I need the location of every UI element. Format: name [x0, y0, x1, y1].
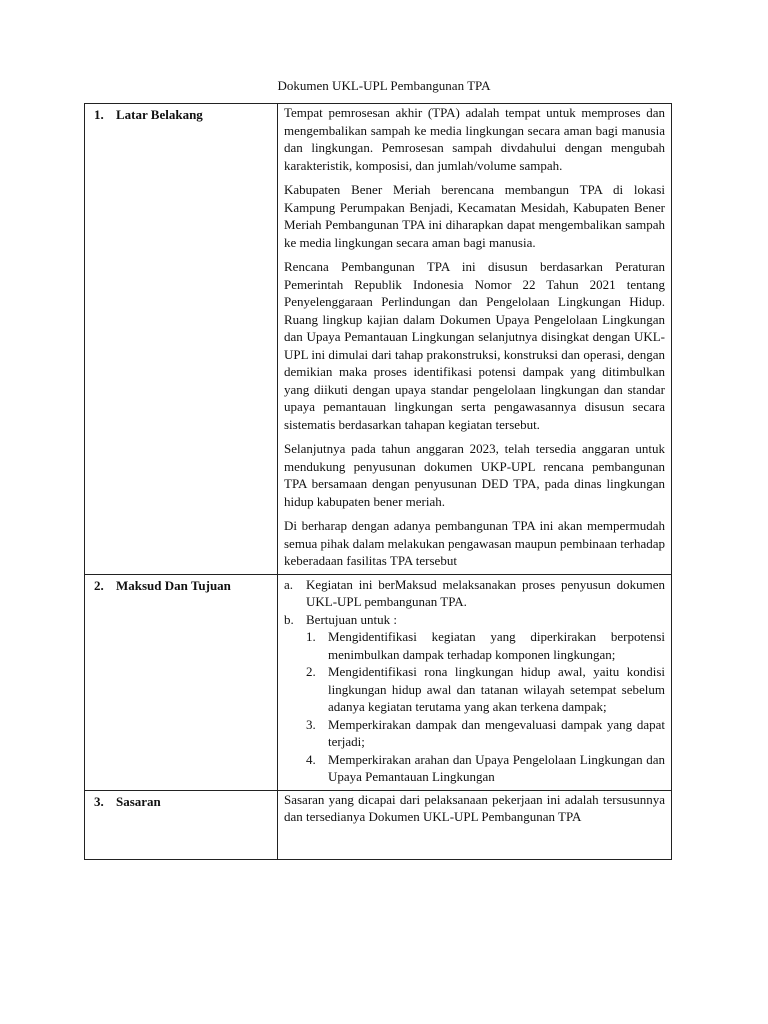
table-row-maksud-tujuan: [85, 574, 672, 790]
row-heading: Maksud Dan Tujuan: [116, 577, 231, 593]
paragraph: Di berharap dengan adanya pembangunan TPA ini akan mempermudah semua pihak dalam melakukan pengawasan maupun pembinaan terhadap keberadaan fasilitas TPA tersebut: [284, 518, 665, 568]
list-item-text: Bertujuan untuk :: [306, 611, 397, 627]
sublist-item-text: Mengidentifikasi kegiatan yang diperkirakan berpotensi menimbulkan dampak terhadap komponen lingkungan;: [328, 629, 665, 662]
list-marker: a.: [284, 576, 294, 592]
sublist-marker: 4.: [306, 751, 316, 767]
sublist-item-text: Memperkirakan arahan dan Upaya Pengelolaan Lingkungan dan Upaya Pemantauan Lingkungan: [328, 751, 665, 784]
sublist-marker: 2.: [306, 664, 316, 679]
paragraph: Kabupaten Bener Meriah berencana membangun TPA di lokasi Kampung Perumpakan Benjadi, Kecamatan Mesidah, Kabupaten Bener Meriah Pembangunan TPA ini diharapkan dapat mengembalikan sampah ke media lingkungan secara aman bagi manusia.: [284, 182, 665, 250]
list-marker: b.: [284, 611, 294, 627]
sublist-item-text: Mengidentifikasi rona lingkungan hidup awal, yaitu kondisi lingkungan hidup awal dan tatanan wilayah setempat sebelum adanya kegiatan terutama yang akan terkena dampak;: [328, 664, 665, 714]
sublist-marker: 3.: [306, 716, 316, 732]
sublist-item: [306, 628, 665, 663]
row-number: 3.: [94, 793, 104, 809]
list-item: [284, 611, 665, 786]
table-row-latar-belakang: [85, 104, 672, 575]
alpha-list: [284, 576, 665, 786]
table-row-sasaran: [85, 790, 672, 859]
sublist-item-text: Memperkirakan dampak dan mengevaluasi dampak yang dapat terjadi;: [328, 716, 665, 749]
document-title: Dokumen UKL-UPL Pembangunan TPA: [277, 78, 491, 93]
row-number: 2.: [94, 577, 104, 593]
sublist-marker: 1.: [306, 629, 316, 644]
row-label-latar-belakang: [85, 104, 278, 575]
numbered-sublist: [306, 628, 665, 786]
content-table: [84, 103, 672, 860]
row-heading: Latar Belakang: [116, 107, 203, 122]
row-label-sasaran: [85, 790, 278, 859]
sublist-item: [306, 751, 665, 786]
sublist-item: [306, 663, 665, 716]
paragraph: Rencana Pembangunan TPA ini disusun berdasarkan Peraturan Pemerintah Republik Indonesia Nomor 22 Tahun 2021 tentang Penyelenggaraan Perlindungan dan Pengelolaan Lingkungan Hidup. Ruang lingkup kajian dalam Dokumen Upaya Pengelolaan Lingkungan dan Upaya Pemantauan Lingkungan selanjutnya disingkat dengan UKL-UPL ini dimulai dari tahap prakonstruksi, konstruksi dan operasi, dengan demikian maka proses identifikasi potensi dampak yang ditimbulkan yang diikuti dengan upaya standar pengelolaan lingkungan dan standar upaya pemantauan lingkungan serta pengawasannya disusun secara sistematis berdasarkan tahapan kegiatan tersebut.: [284, 259, 665, 432]
paragraph: Tempat pemrosesan akhir (TPA) adalah tempat untuk memproses dan mengembalikan sampah ke media lingkungan secara aman bagi manusia dan lingkungan. Pemrosesan sampah divdahului dengan mengubah karakteristik, komposisi, dan jumlah/volume sampah.: [284, 105, 665, 173]
paragraph: Sasaran yang dicapai dari pelaksanaan pekerjaan ini adalah tersusunnya dan tersedianya Dokumen UKL-UPL Pembangunan TPA: [284, 791, 665, 824]
row-label-maksud-tujuan: [85, 574, 278, 790]
row-content-maksud-tujuan: [278, 574, 672, 790]
paragraph: Selanjutnya pada tahun anggaran 2023, telah tersedia anggaran untuk mendukung penyusunan dokumen UKP-UPL rencana pembangunan TPA bersamaan dengan penyusunan DED TPA, pada dinas lingkungan hidup kabupaten bener meriah.: [284, 441, 665, 509]
list-item: [284, 576, 665, 611]
row-content-latar-belakang: [278, 104, 672, 575]
row-content-sasaran: [278, 790, 672, 859]
row-heading: Sasaran: [116, 793, 161, 809]
row-number: 1.: [94, 107, 104, 122]
sublist-item: [306, 716, 665, 751]
list-item-text: Kegiatan ini berMaksud melaksanakan proses penyusun dokumen UKL-UPL pembangunan TPA.: [306, 576, 665, 609]
